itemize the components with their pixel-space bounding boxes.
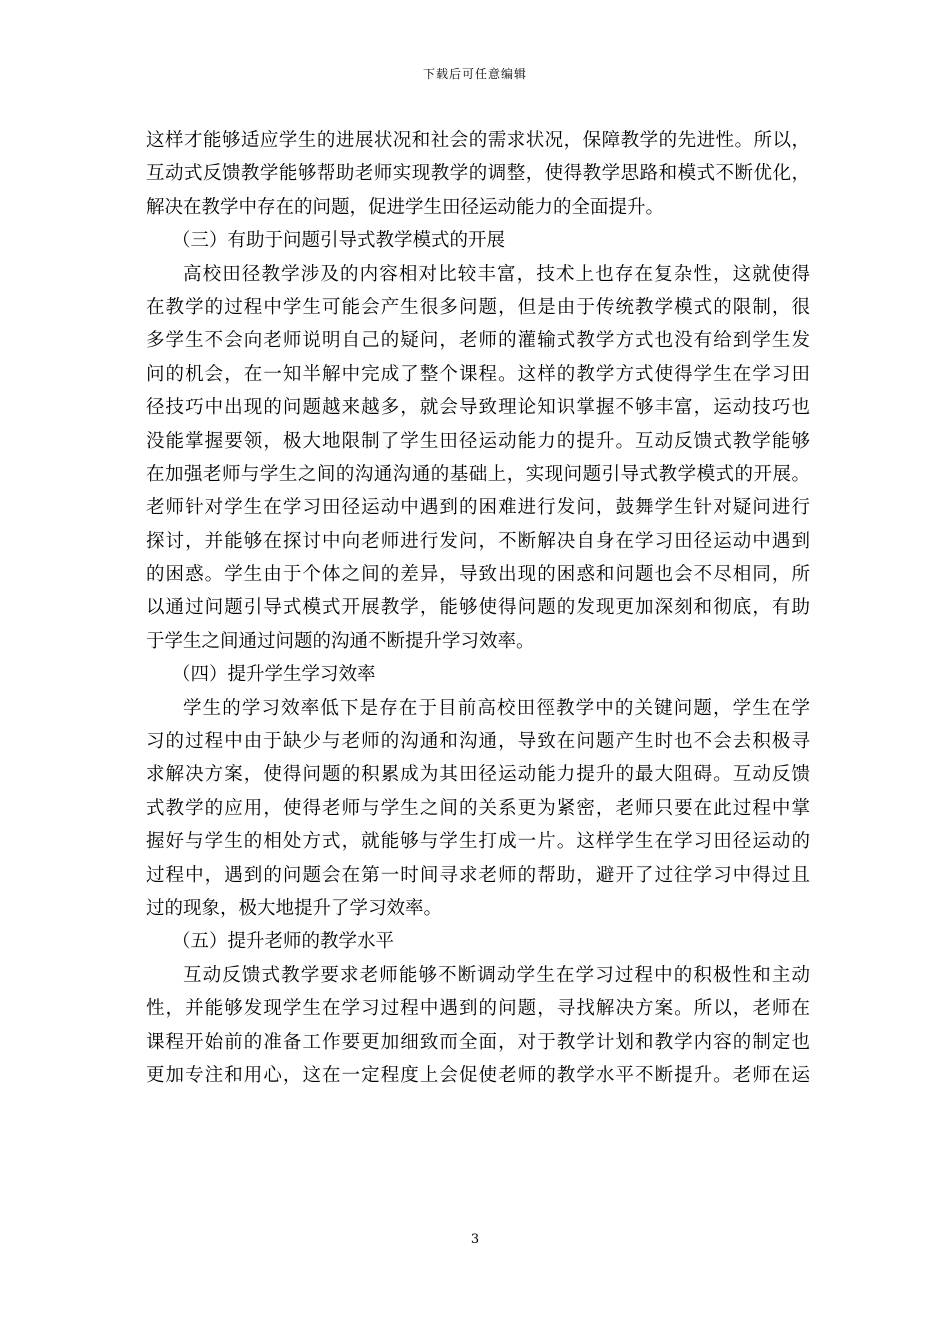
text-line: 径技巧中出现的问题越来越多，就会导致理论知识掌握不够丰富，运动技巧也 [146, 397, 810, 419]
page-header: 下载后可任意编辑 [422, 67, 527, 81]
document-body [146, 124, 810, 1092]
page-number: 3 [470, 1232, 480, 1247]
text-line: 在加强老师与学生之间的沟通沟通的基础上，实现问题引导式教学模式的开展。 [146, 463, 810, 485]
text-line: 的困惑。学生由于个体之间的差异，导致出现的困惑和问题也会不尽相同，所 [146, 564, 810, 586]
text-line: 解决在教学中存在的问题，促进学生田径运动能力的全面提升。 [146, 196, 665, 218]
text-line: 更加专注和用心，这在一定程度上会促使老师的教学水平不断提升。老师在运 [146, 1064, 810, 1086]
text-line: 课程开始前的准备工作要更加细致而全面，对于教学计划和教学内容的制定也 [146, 1031, 810, 1053]
text-line: 问的机会，在一知半解中完成了整个课程。这样的教学方式使得学生在学习田 [146, 363, 810, 385]
text-line: 求解决方案，使得问题的积累成为其田径运动能力提升的最大阻碍。互动反馈 [146, 764, 810, 786]
text-line: 以通过问题引导式模式开展教学，能够使得问题的发现更加深刻和彻底，有助 [146, 597, 810, 619]
text-line: 性，并能够发现学生在学习过程中遇到的问题，寻找解决方案。所以，老师在 [146, 998, 810, 1020]
text-line: 于学生之间通过问题的沟通不断提升学习效率。 [146, 630, 535, 652]
text-line: 高校田径教学涉及的内容相对比较丰富，技术上也存在复杂性，这就使得 [183, 263, 810, 285]
text-line: 握好与学生的相处方式，就能够与学生打成一片。这样学生在学习田径运动的 [146, 831, 810, 853]
text-line: 这样才能够适应学生的进展状况和社会的需求状况，保障教学的先进性。所以， [146, 130, 810, 151]
text-line: 互动反馈式教学要求老师能够不断调动学生在学习过程中的积极性和主动 [183, 964, 810, 986]
text-line: 没能掌握要领，极大地限制了学生田径运动能力的提升。互动反馈式教学能够 [146, 430, 810, 452]
text-line: 多学生不会向老师说明自己的疑问，老师的灌输式教学方式也没有给到学生发 [146, 330, 810, 352]
text-line: 过的现象，极大地提升了学习效率。 [146, 897, 443, 919]
text-line: 在教学的过程中学生可能会产生很多问题，但是由于传统教学模式的限制，很 [146, 296, 810, 318]
text-line: 互动式反馈教学能够帮助老师实现教学的调整，使得教学思路和模式不断优化， [146, 163, 810, 185]
text-line: 探讨，并能够在探讨中向老师进行发问，不断解决自身在学习田径运动中遇到 [146, 530, 810, 552]
text-line: 学生的学习效率低下是存在于目前高校田徑教学中的关键问题，学生在学 [183, 697, 810, 719]
text-line: 式教学的应用，使得老师与学生之间的关系更为紧密，老师只要在此过程中掌 [146, 797, 810, 819]
section-heading: （四）提升学生学习效率 [172, 664, 376, 686]
text-line: 老师针对学生在学习田径运动中遇到的困难进行发问，鼓舞学生针对疑问进行 [146, 497, 810, 519]
section-heading: （五）提升老师的教学水平 [172, 931, 395, 953]
text-line: 过程中，遇到的问题会在第一时间寻求老师的帮助，避开了过往学习中得过且 [146, 864, 810, 886]
text-line: 习的过程中由于缺少与老师的沟通和沟通，导致在问题产生时也不会去积极寻 [146, 731, 810, 753]
section-heading: （三）有助于问题引导式教学模式的开展 [172, 230, 506, 252]
